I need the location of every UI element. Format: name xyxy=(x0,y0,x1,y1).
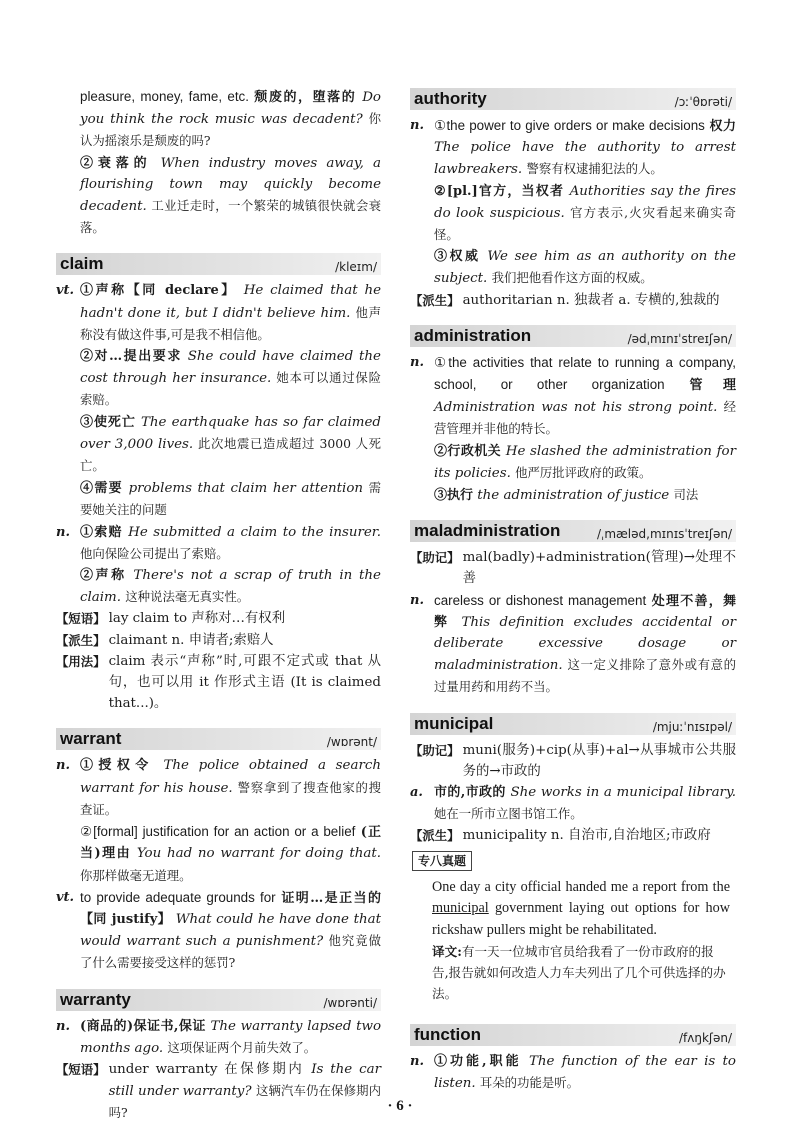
sense-row xyxy=(56,1016,381,1059)
example-sentence: The function of the ear is to listen. xyxy=(434,1054,736,1092)
left-column xyxy=(56,86,381,1139)
part-of-speech: n. xyxy=(56,524,70,540)
example-translation: 官方表示,火灾看起来确实奇怪。 xyxy=(434,204,736,243)
sense-row xyxy=(410,782,736,825)
chinese-meaning: 管理 xyxy=(689,378,736,394)
headword-bar xyxy=(56,253,381,275)
sense-text xyxy=(80,522,381,565)
sense-text xyxy=(410,181,736,247)
example-sentence: This definition excludes accidental or deliberate excessive dosage or maladministration. xyxy=(434,614,736,674)
example-sentence: She works in a municipal library. xyxy=(510,785,736,801)
example-translation: 警察拿到了搜查他家的搜查证。 xyxy=(80,779,381,817)
definition: ①the activities that relate to running a company, school, or other organization xyxy=(434,354,736,393)
example-sentence: The warranty lapsed two months ago. xyxy=(80,1018,382,1056)
sense-text xyxy=(56,565,381,608)
entry-decadent-continued xyxy=(56,86,381,239)
sense-text xyxy=(410,484,736,506)
part-of-speech: vt. xyxy=(56,889,75,905)
part-of-speech: n. xyxy=(56,1018,70,1034)
sense-number: ③使死亡 xyxy=(80,414,136,430)
example-sentence: He slashed the administration for its policies. xyxy=(434,443,736,481)
derivative-row xyxy=(410,825,736,846)
example-sentence: He submitted a claim to the insurer. xyxy=(128,524,381,540)
sense-text xyxy=(80,755,381,821)
sense-row xyxy=(410,115,736,181)
chinese-meaning: 权力 xyxy=(709,119,736,134)
headword: claim xyxy=(60,254,104,274)
sense-row xyxy=(56,522,381,565)
mnemonic-row xyxy=(410,547,736,589)
phonetic: /ɔːˈθɒrəti/ xyxy=(674,95,732,109)
sense-number: ②衰落的 xyxy=(80,155,152,171)
derivative-text: claimant n. 申请者;索赔人 xyxy=(108,632,274,648)
sense-text xyxy=(434,1051,736,1094)
example-sentence: problems that claim her attention xyxy=(128,481,364,497)
phonetic: /ədˌmɪnɪˈstreɪʃən/ xyxy=(627,331,732,346)
derivative-text: authoritarian n. 独裁者 a. 专横的,独裁的 xyxy=(462,292,720,308)
definition: careless or dishonest management xyxy=(434,592,647,608)
example-translation: 这种说法毫无真实性。 xyxy=(125,589,250,605)
derivative-label: 【派生】 xyxy=(56,632,106,648)
phrase: under warranty 在保修期内 xyxy=(108,1061,305,1077)
headword-bar xyxy=(410,1024,736,1046)
headword-bar xyxy=(410,713,736,735)
sense-text xyxy=(56,412,381,478)
entry-administration xyxy=(410,325,736,506)
example-sentence: He claimed that he hadn't done it, but I didn't believe him. xyxy=(80,283,381,321)
entry-warrant xyxy=(56,728,381,974)
headword: administration xyxy=(414,325,532,345)
sense-number: ②行政机关 xyxy=(434,443,502,459)
headword: authority xyxy=(414,89,487,108)
sense-text xyxy=(434,782,736,825)
chinese-meaning: 颓废的，堕落的 xyxy=(254,90,357,105)
example-translation: 司法 xyxy=(673,487,699,503)
phrase-label: 【短语】 xyxy=(56,611,106,627)
sense-row xyxy=(56,887,381,975)
example-translation: 他究竟做了什么需要接受这样的惩罚? xyxy=(80,933,381,971)
headword-bar xyxy=(410,520,736,542)
example-sentence: the administration of justice xyxy=(477,488,670,504)
sense-number: ①索赔 xyxy=(80,524,123,540)
translation-label: 译文: xyxy=(432,944,462,960)
exam-label-badge: 专八真题 xyxy=(412,851,472,871)
chinese-meaning: (正当)理由 xyxy=(80,825,381,862)
phonetic: /wɒrənt/ xyxy=(326,735,377,750)
part-of-speech: vt. xyxy=(56,283,75,299)
example-translation: 这辆汽车仍在保修期内吗? xyxy=(108,1083,381,1121)
part-of-speech: n. xyxy=(410,1054,424,1070)
example-sentence: You had no warrant for doing that. xyxy=(136,846,381,862)
phonetic: /kleɪm/ xyxy=(335,260,377,275)
sense-text xyxy=(56,477,381,521)
exam-translation xyxy=(410,941,736,1004)
example-sentence: There's not a scrap of truth in the claim. xyxy=(80,568,381,606)
right-column xyxy=(410,86,736,1109)
example-translation: 警察有权逮捕犯法的人。 xyxy=(526,161,663,177)
sense-row xyxy=(410,1051,736,1094)
usage-label: 【用法】 xyxy=(56,653,106,669)
page-number: · 6 · xyxy=(387,1098,413,1114)
phonetic: /fʌŋkʃən/ xyxy=(679,1031,732,1046)
example-translation: 她在一所市立图书馆工作。 xyxy=(434,806,583,822)
exam-text: One day a city official handed me a report from the xyxy=(432,878,730,895)
sense-row xyxy=(56,755,381,821)
sense-text xyxy=(56,346,381,412)
sense-text xyxy=(410,246,736,289)
example-sentence: The police have the authority to arrest lawbreakers. xyxy=(434,140,736,178)
example-sentence: She could have claimed the cost through her insurance. xyxy=(80,349,381,387)
sense-row xyxy=(56,280,381,346)
sense-number: ①授权令 xyxy=(80,758,154,774)
example-sentence: Administration was not his strong point. xyxy=(434,400,718,416)
example-translation: 此次地震已造成超过 3000 人死亡。 xyxy=(80,435,381,474)
example-translation: 他声称没有做这件事,可是我不相信他。 xyxy=(80,304,381,342)
sense-text xyxy=(80,887,381,975)
example-sentence: We see him as an authority on the subject. xyxy=(434,249,736,287)
exam-highlight-word: municipal xyxy=(432,900,489,917)
entry-claim xyxy=(56,253,381,714)
sense-number: ③执行 xyxy=(434,488,474,504)
sense-text xyxy=(80,280,381,346)
definition: pleasure, money, fame, etc. xyxy=(80,89,255,104)
part-of-speech: a. xyxy=(410,785,423,801)
definition: ②[formal] justification for an action or a belief xyxy=(80,824,356,840)
chinese-meaning: (商品的)保证书,保证 xyxy=(80,1018,206,1034)
part-of-speech: n. xyxy=(410,118,424,133)
mnemonic-text: muni(服务)+cip(从事)+al→从事城市公共服务的→市政的 xyxy=(462,742,736,779)
entry-municipal xyxy=(410,713,736,1005)
example-translation: 工业迁走时，一个繁荣的城镇很快就会衰落。 xyxy=(80,198,382,236)
definition: to provide adequate grounds for xyxy=(80,889,276,905)
sense-text xyxy=(434,590,736,699)
headword: maladministration xyxy=(414,521,561,541)
exam-box xyxy=(410,847,736,1005)
sense-text xyxy=(434,352,736,441)
derivative-row xyxy=(56,630,381,651)
headword: function xyxy=(414,1025,482,1045)
headword: municipal xyxy=(414,713,494,733)
sense-text xyxy=(56,821,381,887)
example-translation: 她本可以通过保险索赔。 xyxy=(80,370,381,408)
headword: warranty xyxy=(60,989,131,1009)
sense-number: ③权威 xyxy=(434,249,481,265)
example-translation: 这一定义排除了意外或有意的过量用药和用药不当。 xyxy=(434,657,736,695)
entry-function xyxy=(410,1024,736,1094)
mnemonic-label: 【助记】 xyxy=(410,742,460,758)
example-translation: 经营管理并非他的特长。 xyxy=(434,399,737,437)
exam-sentence xyxy=(410,877,736,942)
example-sentence: Authorities say the fires do look suspicious. xyxy=(434,183,736,221)
mnemonic-label: 【助记】 xyxy=(410,550,460,566)
example-sentence: Do you think the rock music was decadent? xyxy=(80,90,381,128)
phrase-text: lay claim to 声称对…有权利 xyxy=(108,611,286,627)
example-translation: 你那样做毫无道理。 xyxy=(80,867,192,883)
phonetic: /wɒrənti/ xyxy=(323,995,377,1010)
example-translation: 他严厉批评政府的政策。 xyxy=(515,464,652,480)
phrase-row xyxy=(56,608,381,629)
entry-maladministration xyxy=(410,520,736,698)
sense-number: ②[pl.]官方，当权者 xyxy=(434,183,565,199)
sense-number: ①声称【同 declare】 xyxy=(80,283,237,299)
sense-row xyxy=(410,590,736,699)
chinese-meaning: 市的,市政的 xyxy=(434,785,506,801)
sense-number: ①功能,职能 xyxy=(434,1054,522,1070)
chinese-meaning: 处理不善，舞弊 xyxy=(434,593,736,630)
sense-text xyxy=(56,153,381,240)
mnemonic-row xyxy=(410,740,736,782)
example-translation: 耳朵的功能是听。 xyxy=(479,1075,580,1091)
sense-text xyxy=(434,115,736,181)
example-sentence: Is the car still under warranty? xyxy=(108,1061,381,1100)
headword-bar xyxy=(410,325,736,347)
translation-text: 有一天一位城市官员给我看了一份市政府的报告,报告就如何改造人力车夫列出了几个可供选择的办法。 xyxy=(432,944,726,1002)
example-sentence: What could he have done that would warrant such a punishment? xyxy=(80,911,381,950)
example-translation: 你认为摇滚乐是颓废的吗? xyxy=(80,111,381,149)
example-translation: 我们把他看作这方面的权威。 xyxy=(491,270,653,286)
definition: ①the power to give orders or make decisions xyxy=(434,118,705,133)
derivative-label: 【派生】 xyxy=(410,292,460,308)
derivative-label: 【派生】 xyxy=(410,828,460,844)
sense-text xyxy=(80,1016,381,1059)
example-translation: 这项保证两个月前失效了。 xyxy=(167,1039,317,1055)
phrase-label: 【短语】 xyxy=(56,1061,106,1077)
headword-bar xyxy=(56,728,381,750)
exam-text: government laying out options for how rickshaw pullers might be rehabilitated. xyxy=(432,900,730,938)
phonetic: /mjuːˈnɪsɪpəl/ xyxy=(652,719,732,734)
chinese-meaning: 证明…是正当的【同 justify】 xyxy=(80,890,381,927)
phonetic: /ˌmæləd,mɪnɪsˈtreɪʃən/ xyxy=(596,527,732,542)
sense-number: ②对…提出要求 xyxy=(80,349,182,365)
example-sentence: The earthquake has so far claimed over 3,000 lives. xyxy=(80,414,381,452)
example-translation: 需要她关注的问题 xyxy=(80,480,381,518)
headword-bar xyxy=(410,88,736,110)
derivative-row xyxy=(410,290,736,311)
part-of-speech: n. xyxy=(56,758,70,774)
example-translation: 他向保险公司提出了索赔。 xyxy=(80,545,229,561)
example-sentence: The police obtained a search warrant for his house. xyxy=(80,758,381,796)
sense-text xyxy=(410,441,736,484)
part-of-speech: n. xyxy=(410,592,424,608)
sense-number: ④需要 xyxy=(80,481,123,497)
headword-bar xyxy=(56,989,381,1011)
entry-authority xyxy=(410,88,736,311)
derivative-text: municipality n. 自治市,自治地区;市政府 xyxy=(462,828,711,844)
part-of-speech: n. xyxy=(410,354,424,370)
sense-number: ②声称 xyxy=(80,568,127,584)
usage-row xyxy=(56,651,381,715)
usage-text: claim 表示“声称”时,可跟不定式或 that 从句，也可以用 it 作形式主语 (It is claimed that...)。 xyxy=(108,653,381,712)
sense-row xyxy=(410,352,736,441)
sense-text xyxy=(56,86,381,153)
headword: warrant xyxy=(60,729,122,749)
example-sentence: When industry moves away, a flourishing town may quickly become decadent. xyxy=(80,155,381,215)
mnemonic-text: mal(badly)+administration(管理)→处理不善 xyxy=(462,550,736,587)
